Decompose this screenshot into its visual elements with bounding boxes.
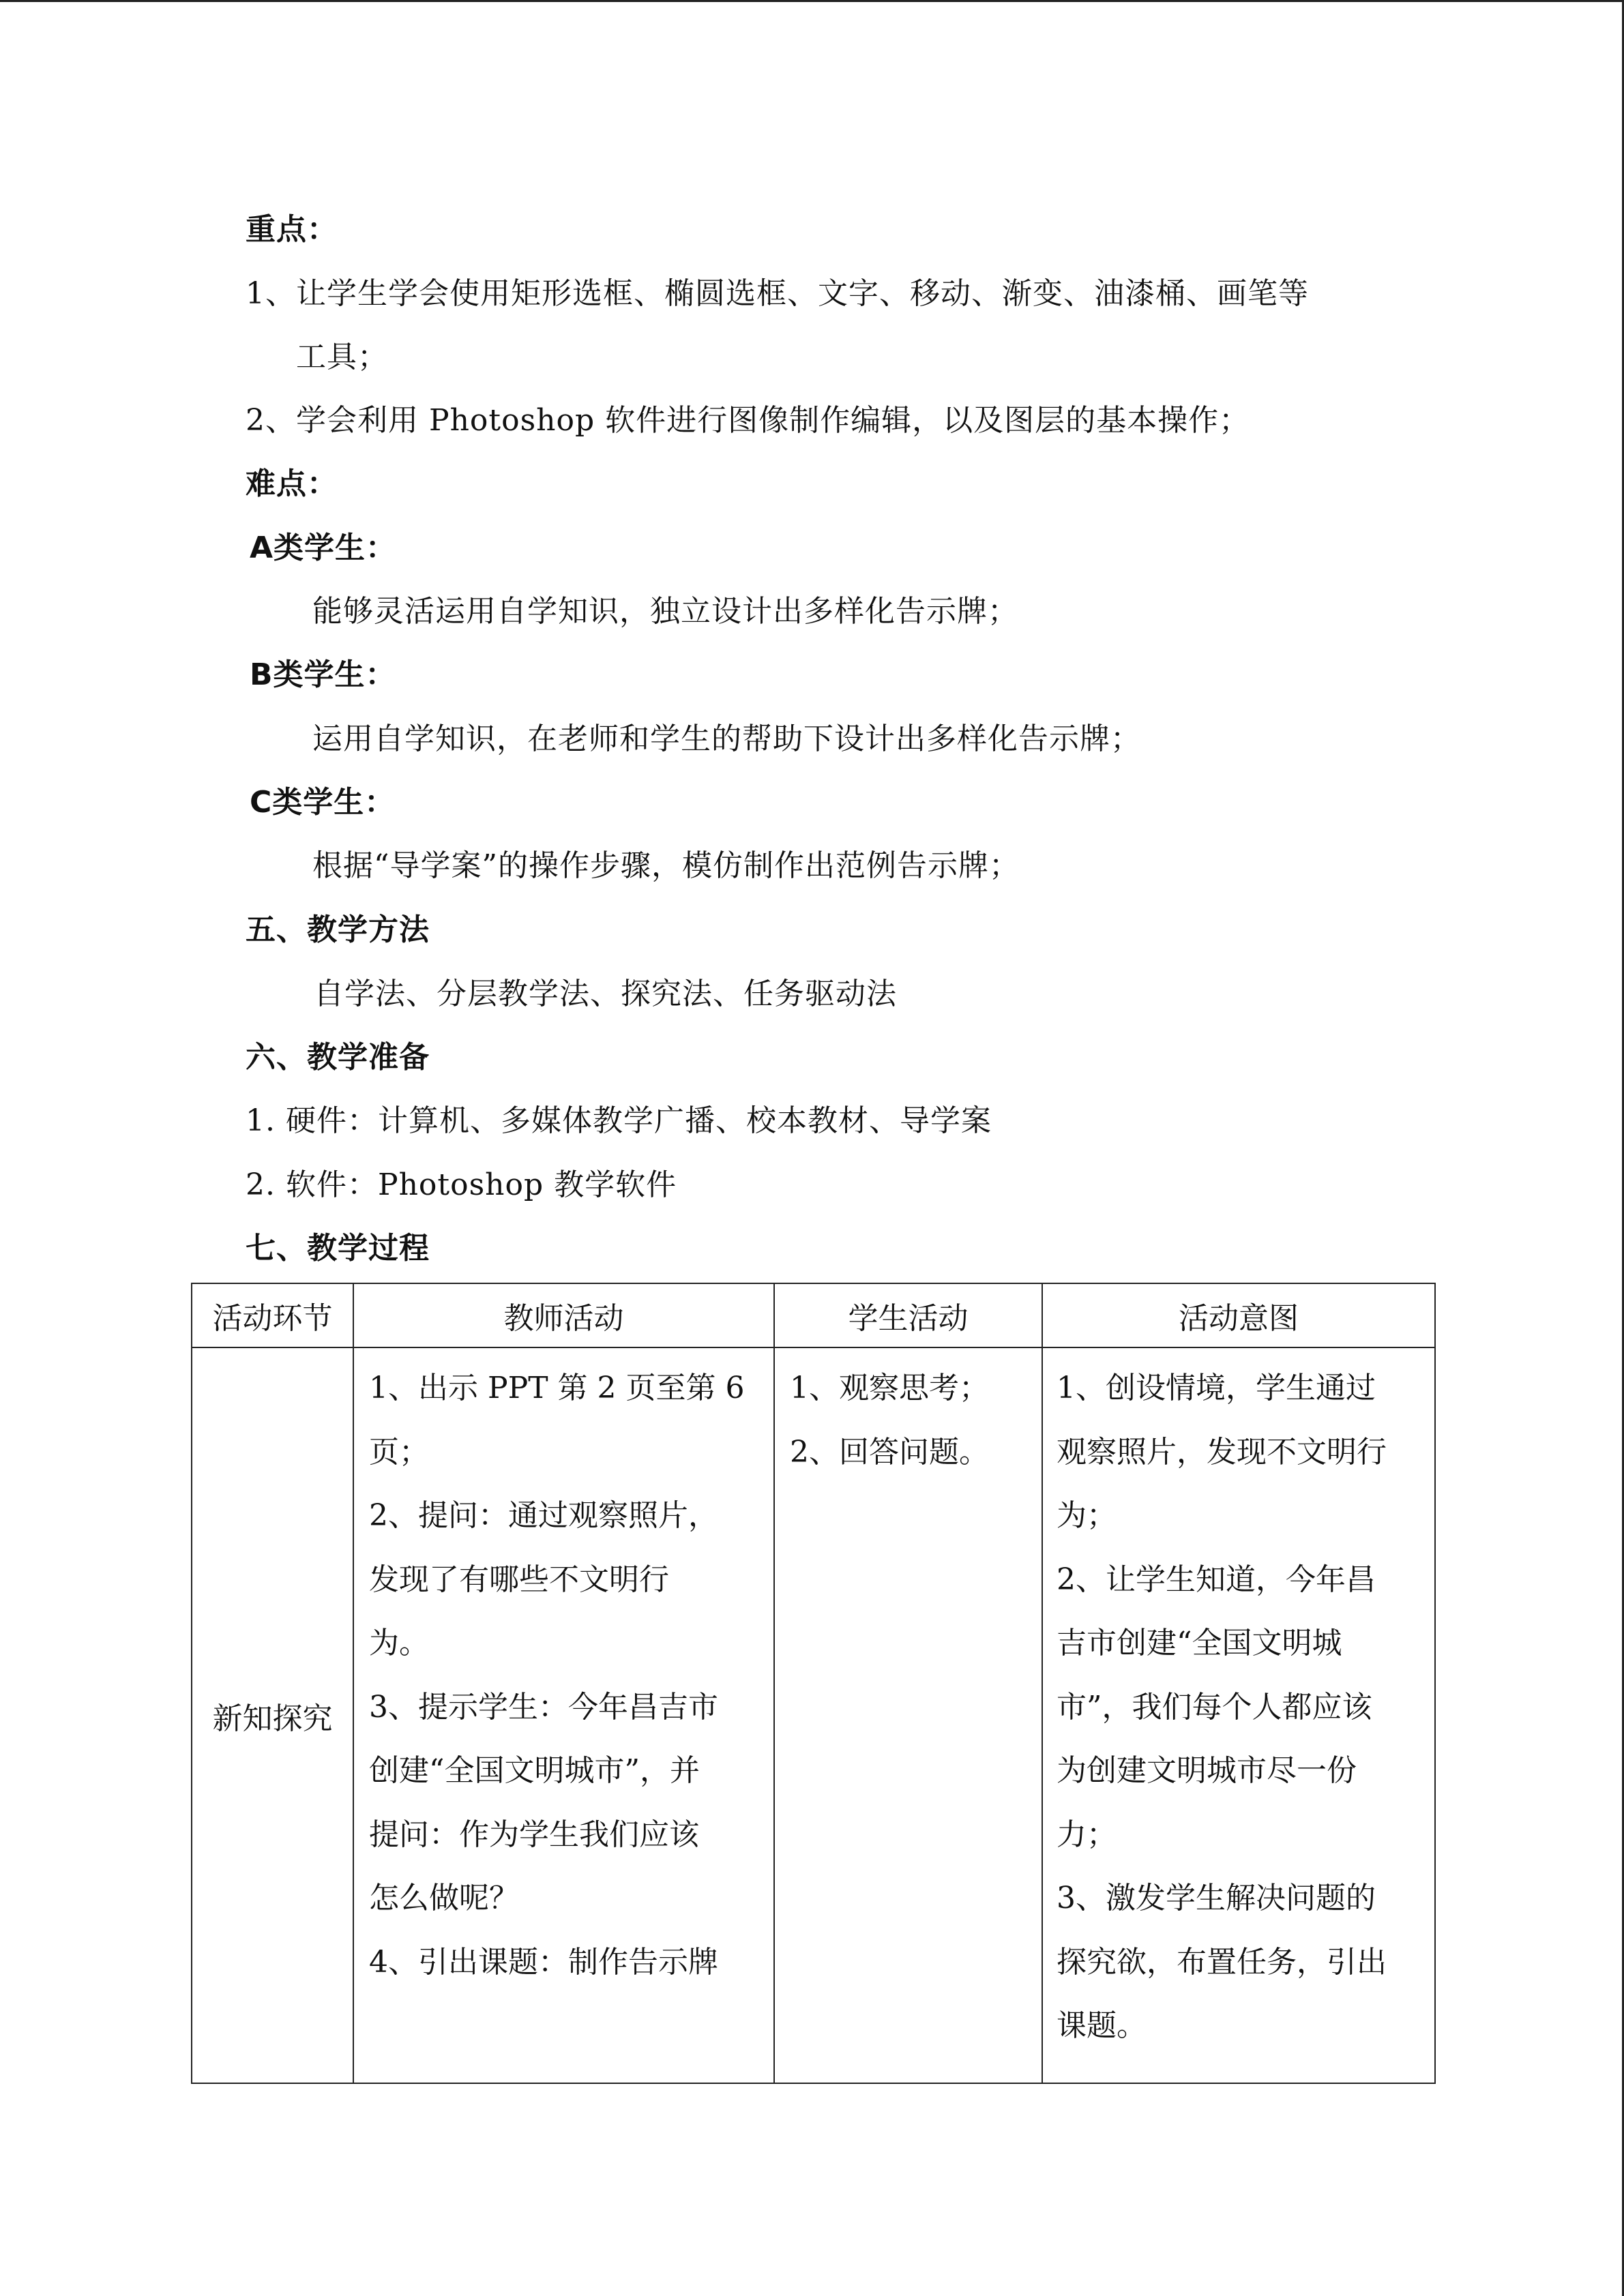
teacher-line: 2、提问：通过观察照片， (369, 1498, 718, 1533)
key-point-1-line-2: 工具； (296, 340, 388, 374)
teacher-line: 3、提示学生：今年昌吉市 (369, 1689, 718, 1725)
key-point-1-line-1: 1、让学生学会使用矩形选框、椭圆选框、文字、移动、渐变、油漆桶、画笔等 (246, 276, 1309, 311)
teacher-line: 创建“全国文明城市”，并 (369, 1753, 700, 1788)
activity-intent-cell (1042, 1347, 1435, 2083)
intent-line: 为； (1057, 1498, 1117, 1533)
section-6-heading: 六、教学准备 (246, 1040, 430, 1075)
stage-cell: 新知探究 (192, 1347, 353, 2083)
teacher-line: 为。 (369, 1626, 429, 1660)
group-b-text: 运用自学知识，在老师和学生的帮助下设计出多样化告示牌； (312, 721, 1141, 756)
section-5-heading: 五、教学方法 (246, 912, 430, 947)
group-a-label: A类学生： (250, 531, 397, 565)
group-c-label: C类学生： (250, 785, 396, 820)
student-line: 1、观察思考； (790, 1371, 989, 1405)
intent-line: 探究欲，布置任务，引出 (1057, 1944, 1387, 1980)
header-stage: 活动环节 (192, 1283, 353, 1347)
section-6-item-2: 2. 软件：Photoshop 教学软件 (246, 1167, 677, 1202)
teacher-activity-cell (353, 1347, 774, 2083)
header-student-activity: 学生活动 (774, 1283, 1042, 1347)
intent-line: 1、创设情境，学生通过 (1057, 1371, 1376, 1405)
intent-line: 吉市创建“全国文明城 (1057, 1626, 1342, 1660)
intent-line: 为创建文明城市尽一份 (1057, 1753, 1357, 1788)
intent-line: 市”，我们每个人都应该 (1057, 1689, 1372, 1725)
difficulties-heading: 难点： (246, 466, 338, 501)
table-row (192, 1347, 1435, 2083)
group-b-label: B类学生： (250, 657, 396, 692)
group-a-text: 能够灵活运用自学知识，独立设计出多样化告示牌； (312, 594, 1018, 629)
intent-line: 观察照片，发现不文明行 (1057, 1434, 1387, 1470)
teacher-line: 页； (369, 1434, 429, 1470)
intent-line: 2、让学生知道，今年昌 (1057, 1562, 1376, 1597)
key-point-2: 2、学会利用 Photoshop 软件进行图像制作编辑，以及图层的基本操作； (246, 403, 1250, 438)
header-activity-intent: 活动意图 (1042, 1283, 1435, 1347)
intent-line: 力； (1057, 1817, 1117, 1852)
intent-line: 3、激发学生解决问题的 (1057, 1881, 1376, 1915)
teacher-line: 4、引出课题：制作告示牌 (369, 1944, 718, 1980)
student-activity-cell (774, 1347, 1042, 2083)
section-6-item-1: 1. 硬件：计算机、多媒体教学广播、校本教材、导学案 (246, 1103, 992, 1138)
student-line: 2、回答问题。 (790, 1434, 989, 1470)
section-7-heading: 七、教学过程 (246, 1231, 430, 1266)
table-header-row (192, 1283, 1435, 1347)
group-c-text: 根据“导学案”的操作步骤，模仿制作出范例告示牌； (312, 848, 1020, 883)
teacher-line: 提问：作为学生我们应该 (369, 1817, 699, 1852)
page-top-edge (0, 0, 1624, 2)
intent-line: 课题。 (1057, 2008, 1147, 2043)
teacher-line: 1、出示 PPT 第 2 页至第 6 (369, 1371, 745, 1405)
teacher-line: 怎么做呢？ (369, 1881, 519, 1915)
teaching-process-table (191, 1283, 1436, 2084)
key-points-heading: 重点： (246, 212, 338, 247)
teacher-line: 发现了有哪些不文明行 (369, 1562, 669, 1597)
header-teacher-activity: 教师活动 (353, 1283, 774, 1347)
section-5-text: 自学法、分层教学法、探究法、任务驱动法 (314, 976, 897, 1011)
